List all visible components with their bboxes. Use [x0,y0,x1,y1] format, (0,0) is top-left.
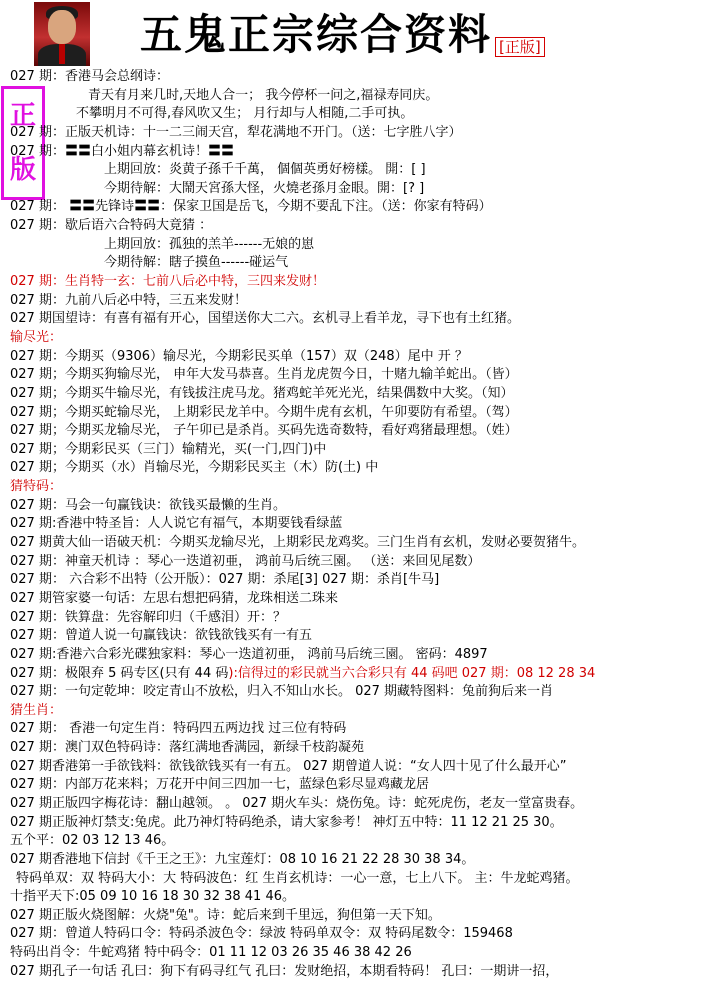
stamp-char: 版 [9,155,36,185]
text-line: 027 期管家婆一句话：左思右想把码猜，龙珠相送二珠来 [10,590,338,606]
text-line: 青天有月来几时,天地人合一； 我今停杯一问之,福禄寿同庆。 [88,87,439,103]
text-line: 上期回放：孤独的羔羊------无娘的崽 [104,236,315,252]
document-body [10,68,715,981]
text-line: 027 期：铁算盘：先容解印归（千感泪）开：？ [10,609,286,625]
section-heading: 猜特码： [10,479,63,495]
text-line: 027 期：内部万花来料；万花开中间三四加一七，蓝绿色彩尽显鸡藏龙居 [10,777,429,793]
text-line: 027 期；今期彩民买（三门）输精光，买(一门,四门)中 [10,441,327,457]
text-line: 027 期：九前八后必中特，三五来发财！ [10,292,247,308]
text-line: 027 期：曾道人说一句赢钱诀：欲钱欲钱买有一有五 [10,628,312,644]
text-line: 027 期正版神灯禁支:兔虎。此乃神灯特码绝杀，请大家参考！ 神灯五中特：11 12 21 25 30。 [10,814,563,830]
text-line: 特码单双：双 特码大小：大 特码波色：红 生肖玄机诗：一心一意，七上八下。 主：牛龙蛇鸡猪。 [16,870,579,886]
text-line: 十指平天下:05 09 10 16 18 30 32 38 41 46。 [10,889,295,905]
page-header [0,0,720,68]
text-line: 027 期：〓〓白小姐内幕玄机诗！〓〓 [10,143,234,159]
author-photo [34,2,90,66]
text-line: 027 期：一句定乾坤：咬定青山不放松，归入不知山水长。 027 期藏特图料：兔前狗后来一肖 [10,684,554,700]
text-line: 027 期；今期买牛输尽光，有钱拔注虎马龙。猪鸡蛇羊死光光，结果偶数中大奖。（知） [10,385,514,401]
text-line: 027 期： 〓〓先锋诗〓〓：保家卫国是岳飞，今期不要乱下注。（送：你家有特码） [10,199,492,215]
text-line: 027 期： 六合彩不出特（公开版）：027 期：杀尾[3] 027 期：杀肖[牛马] [10,572,440,588]
text-line: 027 期： 香港一句定生肖：特码四五两边找 过三位有特码 [10,721,347,737]
text-line [10,665,715,684]
stamp-char: 正 [9,101,36,131]
text-line: 027 期正版四字梅花诗：翻山越领。 。 027 期火车头：烧伤兔。诗：蛇死虎伤，老友一堂富贵春。 [10,795,584,811]
text-line: 027 期孔子一句话 孔曰：狗下有码寻红气 孔曰：发财绝招，本期看特码！ 孔曰：一期讲一招， [10,963,559,979]
text-line: 027 期；今期买龙输尽光， 子午卯已是杀肖。买码先选奇数特，看好鸡猪最理想。（姓） [10,423,518,439]
text-line: 今期待解：瞎子摸鱼------碰运气 [104,255,289,271]
text-line: 027 期国望诗：有喜有福有开心，国望送你大二六。玄机寻上看羊龙，寻下也有土红猪。 [10,311,520,327]
text-line: 027 期；今期买狗输尽光， 申年大发马恭喜。生肖龙虎贺今日，十赌九输羊蛇出。（皆） [10,367,518,383]
text-line: 今期待解：大鬧天宮孫大怪，火燒老孫月金眼。開：[? ] [104,180,425,196]
text-line: 027 期：神童天机诗 ：琴心一迭道初亜， 鸿前马后统三園。 （送：来回见尾数） [10,553,481,569]
text-line: 027 期：澳门双色特码诗：落红满地香满园，新绿千枝韵凝苑 [10,740,364,756]
text-line: 027 期：曾道人特码口令：特码杀波色令：绿波 特码单双令：双 特码尾数令：159468 [10,926,513,942]
text-line: 027 期:香港六合彩光碟独家料：琴心一迭道初亜， 鸿前马后统三園。 密码：4897 [10,646,488,662]
text-line: 027 期：马会一句赢钱诀：欲钱买最懒的生肖。 [10,497,286,513]
text-line: 不攀明月不可得,春风吹又生； 月行却与人相随,二手可执。 [76,106,414,122]
edition-badge: [正版] [495,37,545,57]
text-line: 上期回放：炎黄子孫千千萬， 個個英勇好榜樣。 開：[ ] [104,162,426,178]
text-line: 027 期；今期买（水）肖输尽光，今期彩民买主（木）防(土) 中 [10,460,379,476]
text-line: 027 期香港第一手欲钱料：欲钱欲钱买有一有五。 027 期曾道人说：“女人四十见了什么最开心” [10,758,567,774]
page-title: 五鬼正宗综合资料 [140,10,493,59]
text-line: 027 期：香港马会总纲诗： [10,69,169,84]
section-heading: 027 期：生肖特一玄：七前八后必中特，三四来发财！ [10,274,325,290]
text-line: 027 期：歇后语六合特码大竟猜 ： [10,218,213,234]
text-line: 027 期；今期买蛇输尽光， 上期彩民龙羊中。今期牛虎有玄机，午卯要防有希望。（驾） [10,404,518,420]
text-line: 027 期：正版天机诗：十一二三闹天宫，犁花满地不开门。（送：七字胜八字） [10,124,462,140]
text-line: 特码出肖令：牛蛇鸡猪 特中码令：01 11 12 03 26 35 46 38 42 26 [10,945,412,961]
section-heading: 输尽光： [10,329,63,345]
text-line: 027 期：今期买（9306）输尽光，今期彩民买单（157）双（248）尾中 开 ？ [10,348,468,364]
text-line: 027 期:香港中特圣旨：人人说它有福气，本期要钱看绿蓝 [10,516,343,532]
text-line: 027 期香港地下信封《千王之王》：九宝莲灯：08 10 16 21 22 28 30 38 34。 [10,851,475,867]
section-heading: 猜生肖： [10,702,63,718]
line-highlight: ):信得过的彩民就当六合彩只有 44 码吧 027 期：08 12 28 34 [228,665,596,681]
text-line: 五个平：02 03 12 13 46。 [10,833,175,849]
line-prefix: 027 期：极限弃 5 码专区(只有 44 码 [10,665,229,681]
text-line: 027 期正版火烧图解：火烧"兔"。诗：蛇后来到千里远，狗但第一天下知。 [10,907,441,923]
text-line: 027 期黄大仙一语破天机：今期买龙输尽光，上期彩民龙鸡奖。三门生肖有玄机，发财必要贺猪牛。 [10,535,585,551]
